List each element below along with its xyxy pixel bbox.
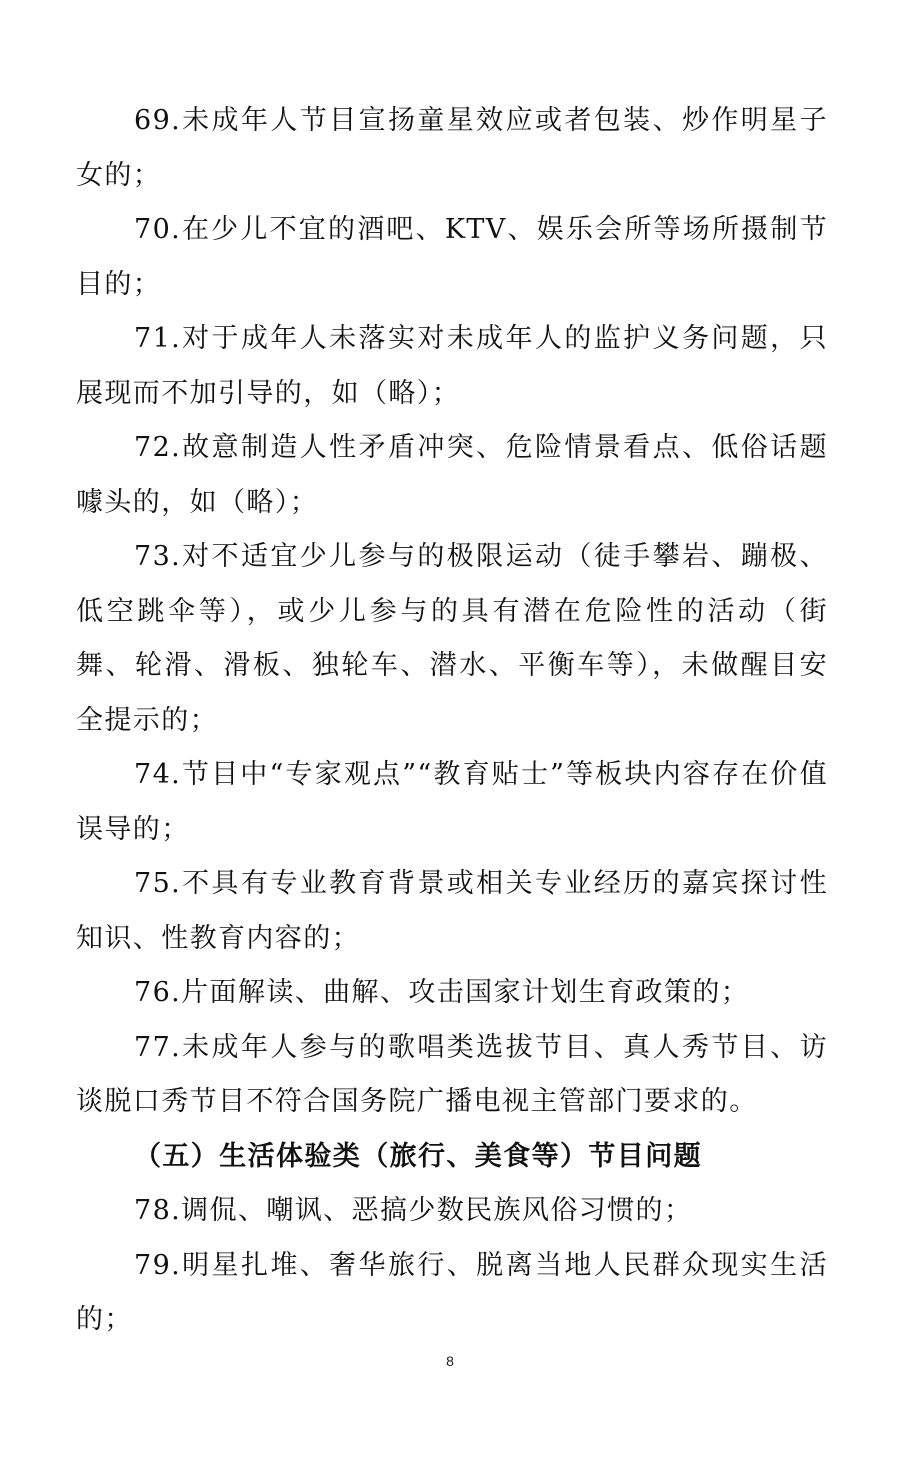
list-item (76, 94, 828, 203)
item-number: 72. (134, 432, 182, 463)
list-item (76, 748, 828, 857)
item-number: 74. (134, 759, 182, 790)
item-text: 对于成年人未落实对未成年人的监护义务问题，只展现而不加引导的，如（略）； (76, 323, 828, 409)
item-text: 未成年人节目宣扬童星效应或者包装、炒作明星子女的； (76, 105, 828, 191)
item-number: 71. (134, 323, 182, 354)
list-item (76, 1184, 828, 1239)
item-number: 73. (134, 541, 182, 572)
page-number: 8 (446, 1353, 454, 1369)
list-item (76, 530, 828, 748)
document-body (76, 94, 828, 1348)
item-text: 故意制造人性矛盾冲突、危险情景看点、低俗话题噱头的，如（略）； (76, 432, 828, 518)
item-number: 75. (134, 868, 182, 899)
item-text: 在少儿不宜的酒吧、KTV、娱乐会所等场所摄制节目的； (76, 214, 828, 300)
list-item (76, 312, 828, 421)
item-text: 未成年人参与的歌唱类选拔节目、真人秀节目、访谈脱口秀节目不符合国务院广播电视主管部门要求的。 (76, 1031, 828, 1117)
item-text: 不具有专业教育背景或相关专业经历的嘉宾探讨性知识、性教育内容的； (76, 868, 828, 954)
item-text: 片面解读、曲解、攻击国家计划生育政策的； (181, 977, 750, 1008)
list-item (76, 1239, 828, 1348)
item-text: 明星扎堆、奢华旅行、脱离当地人民群众现实生活的； (76, 1249, 828, 1335)
list-item (76, 966, 828, 1021)
section-heading: （五）生活体验类（旅行、美食等）节目问题 (134, 1140, 702, 1172)
list-item (76, 421, 828, 530)
item-text: 调侃、嘲讽、恶搞少数民族风俗习惯的； (181, 1195, 693, 1226)
item-number: 78. (134, 1195, 182, 1226)
item-number: 69. (134, 105, 182, 136)
item-number: 77. (134, 1031, 182, 1063)
item-text: 节目中“专家观点”“教育贴士”等板块内容存在价值误导的； (76, 759, 828, 845)
list-item (76, 857, 828, 966)
item-number: 79. (134, 1249, 182, 1281)
item-text: 对不适宜少儿参与的极限运动（徒手攀岩、蹦极、低空跳伞等），或少儿参与的具有潜在危险性的活动（街舞、轮滑、滑板、独轮车、潜水、平衡车等），未做醒目安全提示的； (76, 541, 828, 736)
item-number: 70. (134, 214, 182, 245)
item-number: 76. (134, 977, 182, 1008)
list-item (76, 1021, 828, 1130)
list-item (76, 203, 828, 312)
